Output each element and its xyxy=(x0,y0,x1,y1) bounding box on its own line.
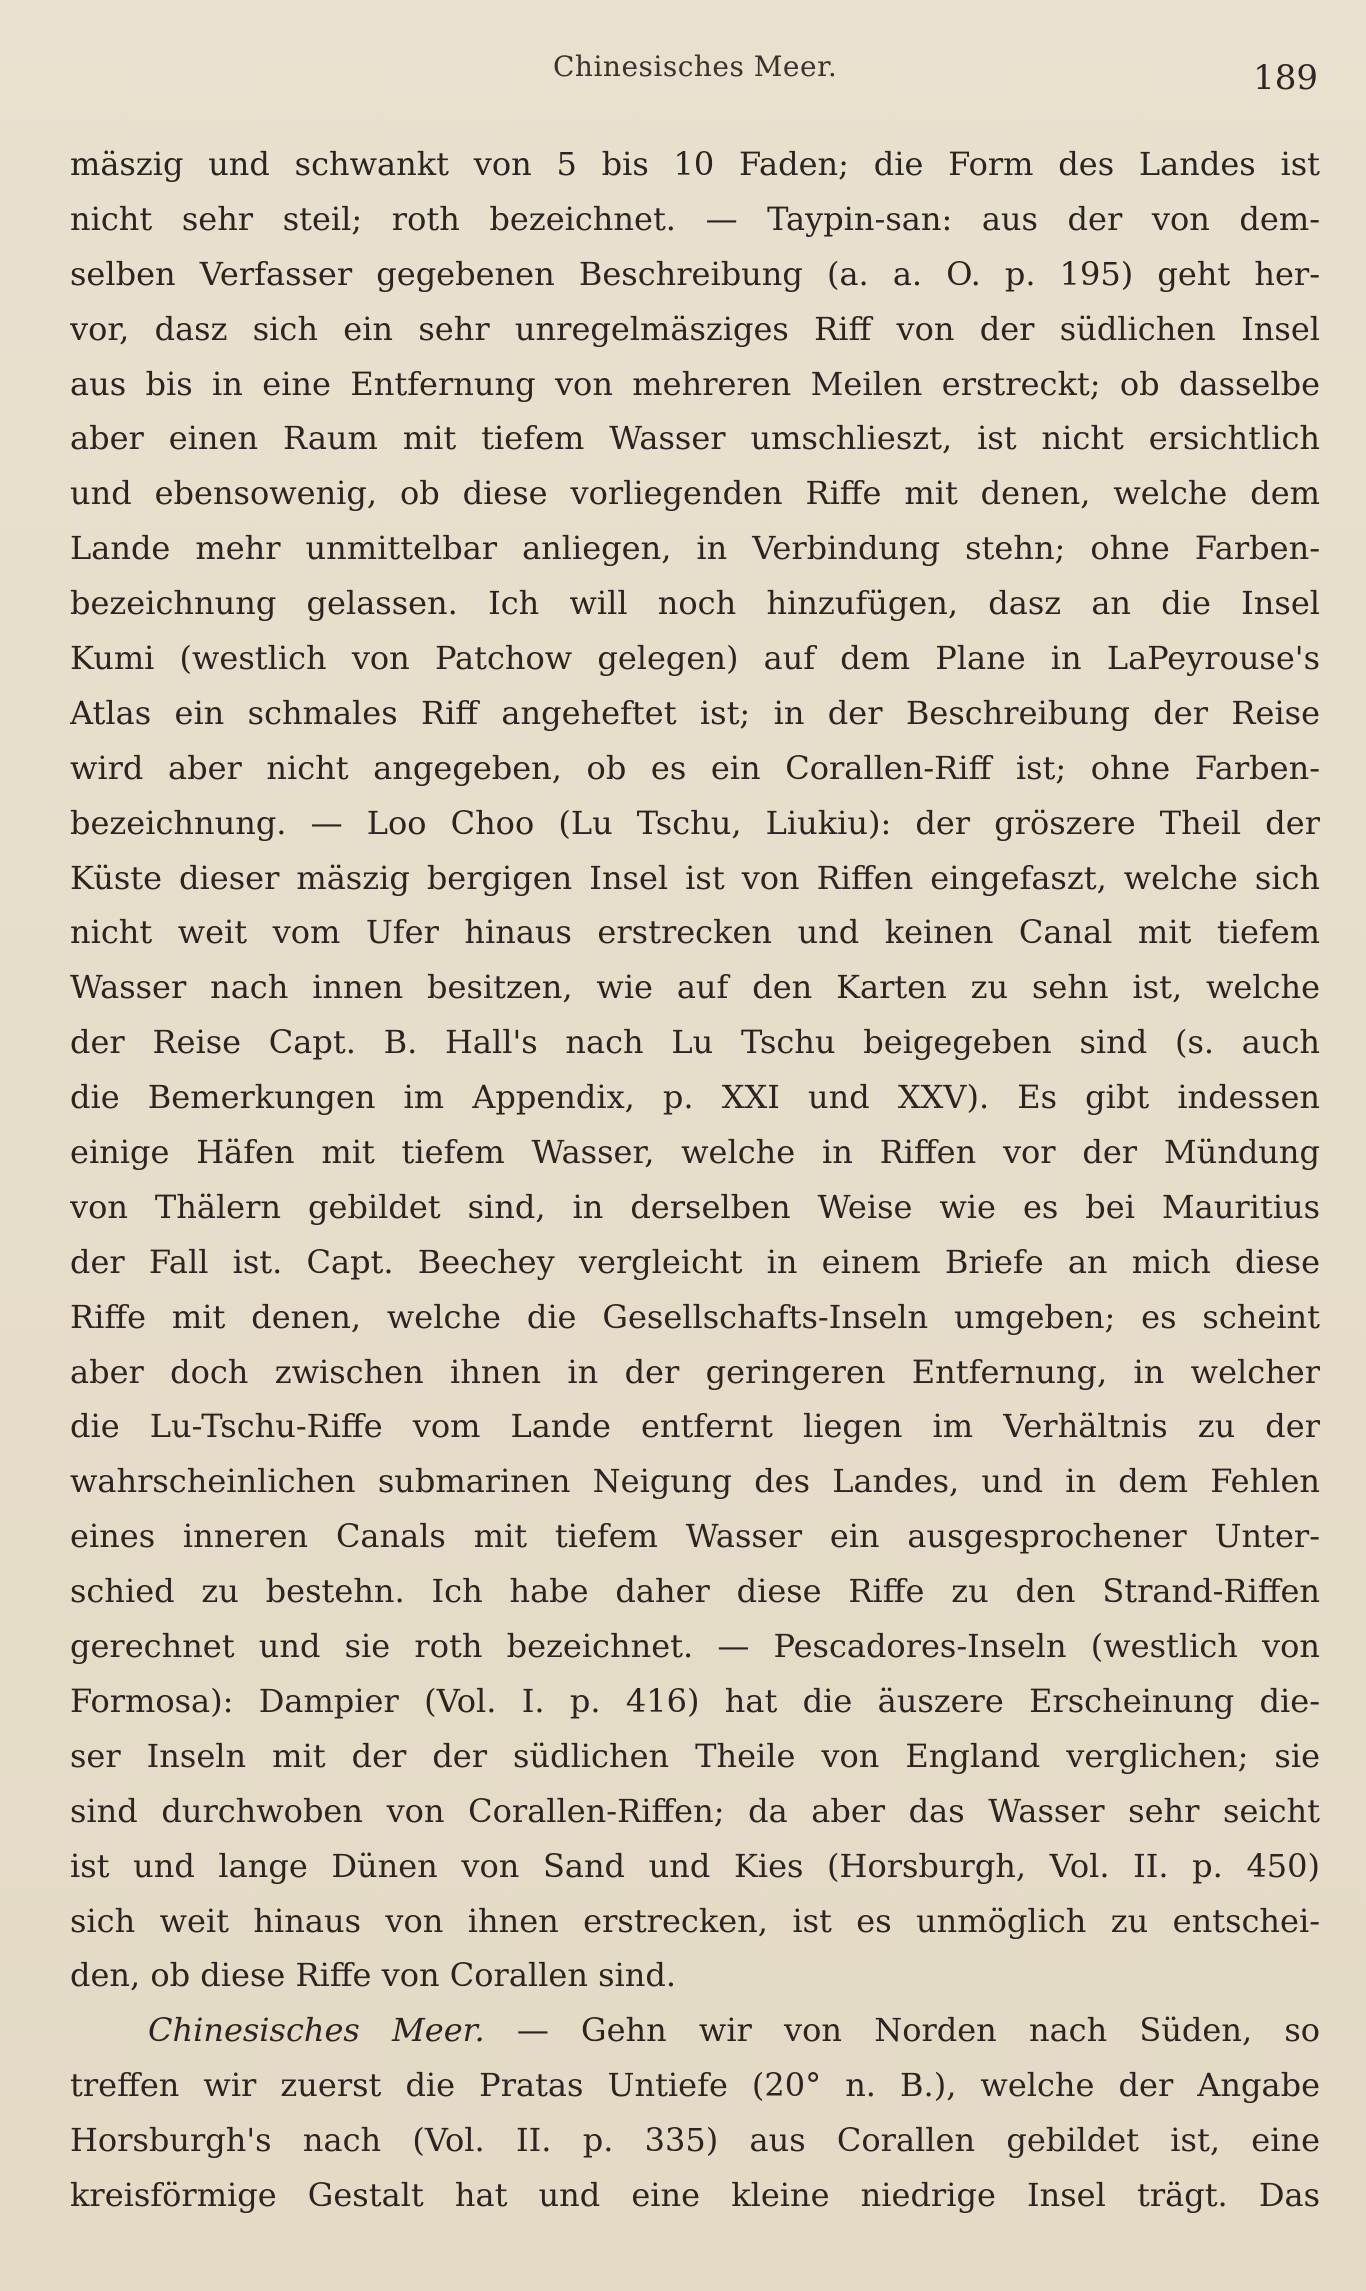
text-line: Kumi (westlich von Patchow gelegen) auf dem Plane in LaPeyrouse's xyxy=(70,639,1320,678)
text-line: Formosa): Dampier (Vol. I. p. 416) hat die äuszere Erscheinung die- xyxy=(70,1681,1320,1720)
text-line: sich weit hinaus von ihnen erstrecken, ist es unmöglich zu entschei- xyxy=(70,1901,1320,1940)
text-line: einige Häfen mit tiefem Wasser, welche in Riffen vor der Mündung xyxy=(70,1133,1320,1172)
text-line: vor, dasz sich ein sehr unregelmäsziges Riff von der südlichen Insel xyxy=(70,309,1320,348)
text-line: der Reise Capt. B. Hall's nach Lu Tschu beigegeben sind (s. auch xyxy=(70,1023,1320,1062)
text-line: Riffe mit denen, welche die Gesellschafts-Inseln umgeben; es scheint xyxy=(70,1297,1320,1336)
text-line: mäszig und schwankt von 5 bis 10 Faden; die Form des Landes ist xyxy=(70,145,1320,183)
text-line: die Bemerkungen im Appendix, p. XXI und XXV). Es gibt indessen xyxy=(70,1078,1320,1117)
text-line: ist und lange Dünen von Sand und Kies (Horsburgh, Vol. II. p. 450) xyxy=(70,1846,1320,1885)
text-line: von Thälern gebildet sind, in derselben Weise wie es bei Mauritius xyxy=(70,1187,1320,1226)
page-number: 189 xyxy=(1253,58,1318,98)
text-line: gerechnet und sie roth bezeichnet. — Pescadores-Inseln (westlich von xyxy=(70,1627,1320,1666)
text-line: ser Inseln mit der der südlichen Theile von England verglichen; sie xyxy=(70,1736,1320,1775)
text-line: Lande mehr unmittelbar anliegen, in Verbindung stehn; ohne Farben- xyxy=(70,529,1320,568)
text-line: wird aber nicht angegeben, ob es ein Corallen-Riff ist; ohne Farben- xyxy=(70,748,1320,787)
body-text xyxy=(70,137,1320,2223)
text-line: aus bis in eine Entfernung von mehreren Meilen erstreckt; ob dasselbe xyxy=(70,364,1320,403)
text-line: bezeichnung gelassen. Ich will noch hinzufügen, dasz an die Insel xyxy=(70,584,1320,623)
section-first-line-text: — Gehn wir von Norden nach Süden, so xyxy=(484,2011,1320,2050)
paragraph-last-line: den, ob diese Riffe von Corallen sind. xyxy=(70,1956,677,1995)
text-line: wahrscheinlichen submarinen Neigung des Landes, und in dem Fehlen xyxy=(70,1462,1320,1501)
text-line: die Lu-Tschu-Riffe vom Lande entfernt liegen im Verhältnis zu der xyxy=(70,1407,1320,1446)
text-line: bezeichnung. — Loo Choo (Lu Tschu, Liukiu): der gröszere Theil der xyxy=(70,803,1320,842)
text-line: schied zu bestehn. Ich habe daher diese Riffe zu den Strand-Riffen xyxy=(70,1572,1320,1611)
running-head: Chinesisches Meer. xyxy=(553,50,838,83)
text-line: selben Verfasser gegebenen Beschreibung (a. a. O. p. 195) geht her- xyxy=(70,254,1320,293)
text-line: aber doch zwischen ihnen in der geringeren Entfernung, in welcher xyxy=(70,1352,1320,1391)
text-line: nicht weit vom Ufer hinaus erstrecken und keinen Canal mit tiefem xyxy=(70,913,1320,952)
text-line: und ebensowenig, ob diese vorliegenden Riffe mit denen, welche dem xyxy=(70,474,1320,513)
text-line: sind durchwoben von Corallen-Riffen; da aber das Wasser sehr seicht xyxy=(70,1791,1320,1830)
text-line: aber einen Raum mit tiefem Wasser umschlieszt, ist nicht ersichtlich xyxy=(70,419,1320,458)
text-line: nicht sehr steil; roth bezeichnet. — Taypin-san: aus der von dem- xyxy=(70,199,1320,238)
section-heading: Chinesisches Meer. xyxy=(148,2011,485,2050)
text-line: Küste dieser mäszig bergigen Insel ist von Riffen eingefaszt, welche sich xyxy=(70,858,1320,897)
text-line: eines inneren Canals mit tiefem Wasser ein ausgesprochener Unter- xyxy=(70,1517,1320,1556)
text-line: treffen wir zuerst die Pratas Untiefe (20° n. B.), welche der Angabe xyxy=(70,2066,1320,2105)
text-line: der Fall ist. Capt. Beechey vergleicht in einem Briefe an mich diese xyxy=(70,1242,1320,1281)
text-line: Atlas ein schmales Riff angeheftet ist; in der Beschreibung der Reise xyxy=(70,693,1320,732)
text-line: kreisförmige Gestalt hat und eine kleine niedrige Insel trägt. Das xyxy=(70,2175,1320,2214)
text-line: Wasser nach innen besitzen, wie auf den Karten zu sehn ist, welche xyxy=(70,968,1320,1007)
text-line: Horsburgh's nach (Vol. II. p. 335) aus Corallen gebildet ist, eine xyxy=(70,2121,1320,2160)
section-first-line xyxy=(70,2003,1320,2058)
